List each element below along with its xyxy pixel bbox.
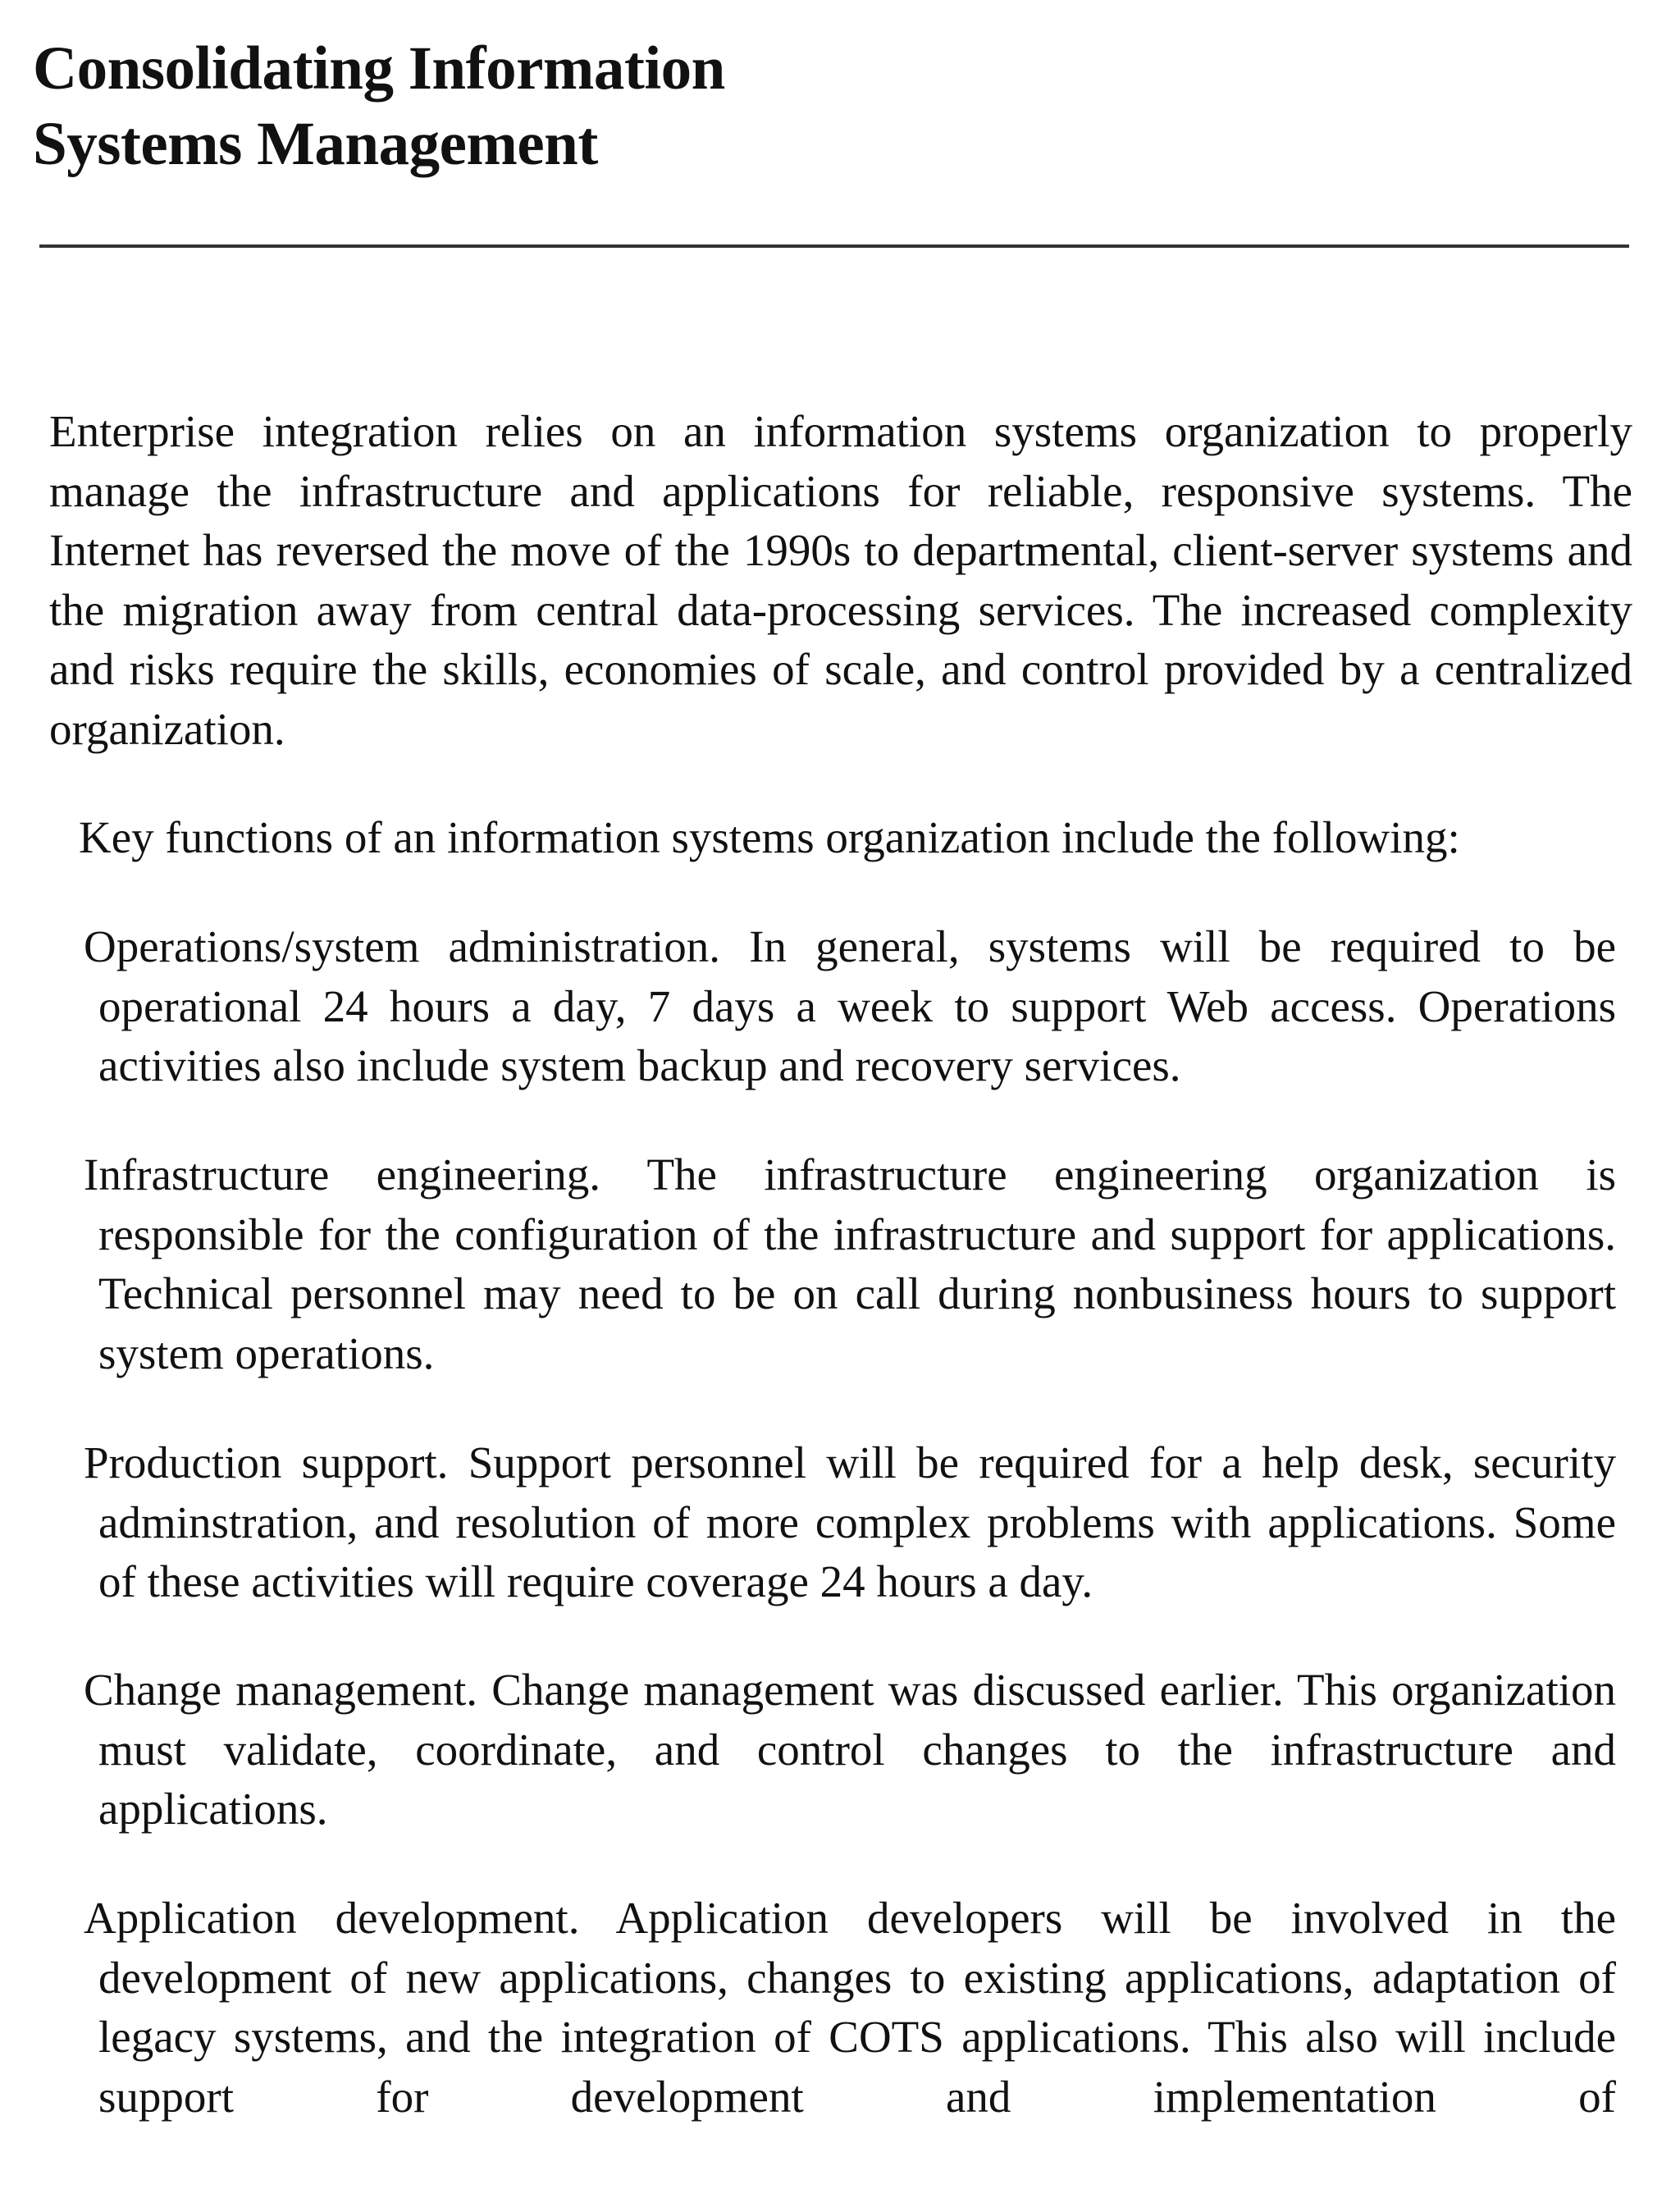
intro-paragraph: Enterprise integration relies on an information systems organization to properly manage the infrastructure and applications for reliable, responsive systems. The Internet has reversed the move of the 1990s to departmental, client-server systems and the migration away from central data-processing services. The increased complexity and risks require the skills, economies of scale, and control provided by a centralized organization. [49, 406, 1632, 754]
function-infrastructure-engineering: Infrastructure engineering. The infrastructure engineering organization is responsible for the configuration of the infrastructure and support for applications. Technical personnel may need to be on call during nonbusiness hours to support system operations. [84, 1149, 1616, 1378]
page-title [33, 31, 725, 182]
function-operations: Operations/system administration. In general, systems will be required to be operational 24 hours a day, 7 days a week to support Web access. Operations activities also include system backup and recovery services. [84, 921, 1616, 1090]
title-line-2: Systems Management [33, 110, 598, 178]
function-application-development: Application development. Application developers will be involved in the development of new applications, changes to existing applications, adaptation of legacy systems, and the integration of COTS applications. This also will include support for development and implementation of [84, 1893, 1616, 2122]
function-change-management: Change management. Change management was discussed earlier. This organization must validate, coordinate, and control changes to the infrastructure and applications. [84, 1665, 1616, 1834]
function-production-support: Production support. Support personnel will be required for a help desk, security adminstration, and resolution of more complex problems with applications. Some of these activities will require coverage 24 hours a day. [84, 1437, 1616, 1606]
title-divider [39, 244, 1629, 248]
title-line-1: Consolidating Information [33, 34, 725, 103]
key-functions-paragraph: Key functions of an information systems organization include the following: [79, 812, 1460, 862]
